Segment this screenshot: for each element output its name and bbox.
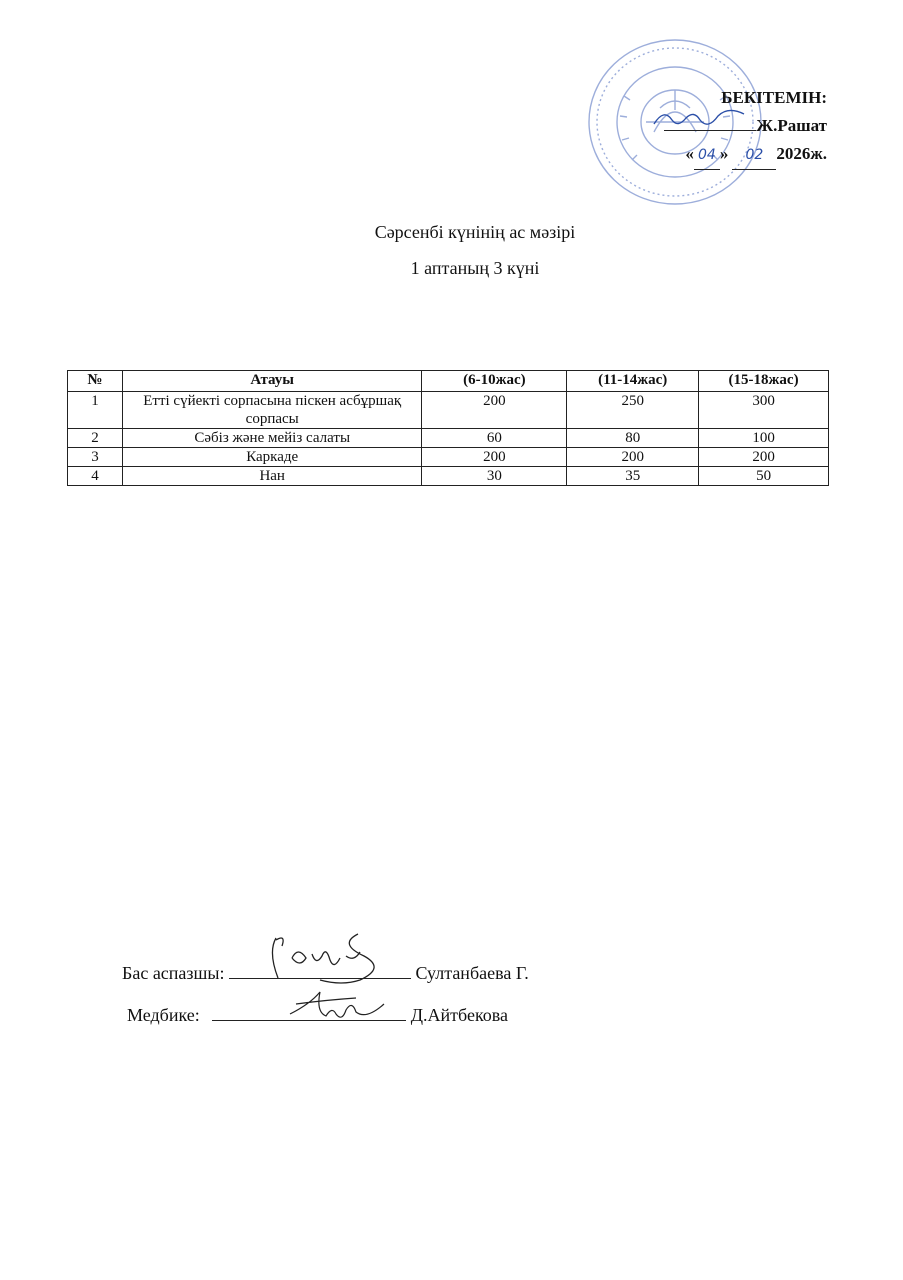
nurse-signature xyxy=(286,984,386,1024)
cell-dish: Етті сүйекті сорпасына піскен асбұршақ сорпасы xyxy=(122,392,422,429)
cell-value: 60 xyxy=(422,429,567,448)
page-subtitle: 1 аптаның 3 күні xyxy=(410,258,540,278)
cell-value: 200 xyxy=(567,448,699,467)
approval-day: 04 xyxy=(694,141,720,170)
cell-value: 200 xyxy=(422,448,567,467)
table-row xyxy=(68,392,829,429)
approval-heading: БЕКІТЕМІН: xyxy=(721,88,827,107)
col-header-name: Атауы xyxy=(122,371,422,392)
approval-signature xyxy=(650,106,750,132)
approval-month: 02 xyxy=(732,141,776,170)
approval-year: 2026ж. xyxy=(776,144,827,163)
table-row xyxy=(68,429,829,448)
cell-value: 30 xyxy=(422,467,567,486)
page-title: Сәрсенбі күнінің ас мәзірі xyxy=(374,222,576,242)
cell-value: 80 xyxy=(567,429,699,448)
col-header-age-11-14: (11-14жас) xyxy=(567,371,699,392)
nurse-label: Медбике: xyxy=(127,1005,200,1025)
col-header-number: № xyxy=(68,371,123,392)
cell-number: 2 xyxy=(68,429,123,448)
approval-date-line: « 04 » 02 2026ж. xyxy=(664,140,827,170)
table-header-row xyxy=(68,371,829,392)
cell-dish: Каркаде xyxy=(122,448,422,467)
cell-value: 200 xyxy=(699,448,829,467)
table-row xyxy=(68,448,829,467)
approval-name: Ж.Рашат xyxy=(756,116,827,135)
table-row xyxy=(68,467,829,486)
menu-table xyxy=(67,370,829,486)
col-header-age-6-10: (6-10жас) xyxy=(422,371,567,392)
cell-dish: Сәбіз және мейіз салаты xyxy=(122,429,422,448)
cell-value: 100 xyxy=(699,429,829,448)
cell-number: 3 xyxy=(68,448,123,467)
cell-value: 300 xyxy=(699,392,829,429)
cell-number: 4 xyxy=(68,467,123,486)
cell-value: 200 xyxy=(422,392,567,429)
col-header-age-15-18: (15-18жас) xyxy=(699,371,829,392)
chef-signature xyxy=(262,928,382,984)
cell-number: 1 xyxy=(68,392,123,429)
chef-name: Султанбаева Г. xyxy=(415,963,529,983)
cell-value: 250 xyxy=(567,392,699,429)
cell-value: 35 xyxy=(567,467,699,486)
chef-label: Бас аспазшы: xyxy=(122,963,225,983)
nurse-name: Д.Айтбекова xyxy=(410,1005,509,1025)
cell-value: 50 xyxy=(699,467,829,486)
cell-dish: Нан xyxy=(122,467,422,486)
